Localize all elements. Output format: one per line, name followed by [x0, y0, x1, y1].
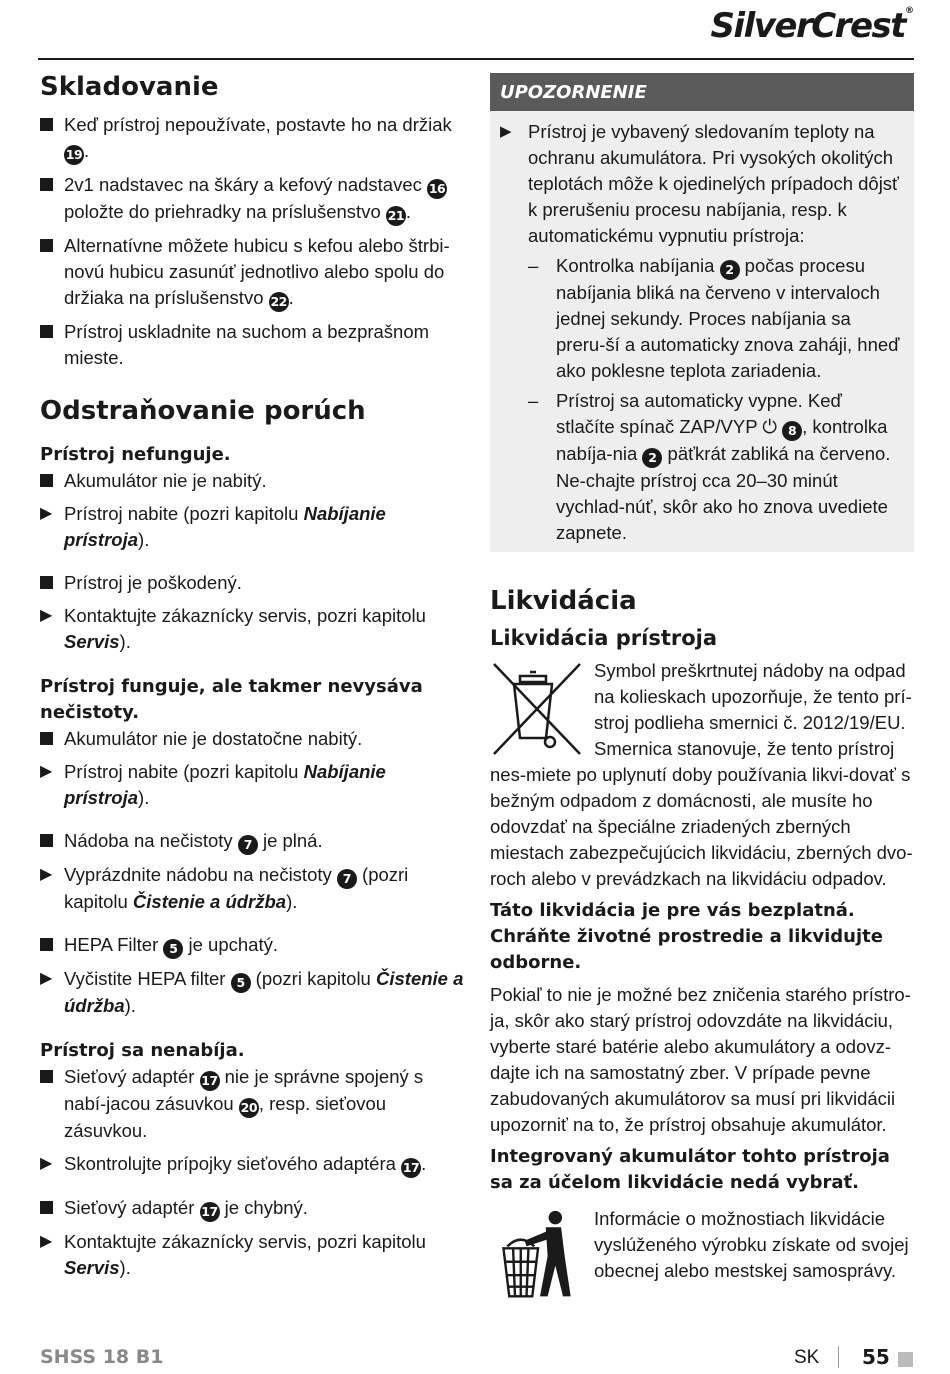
brand-logo: SilverCrest®: [710, 6, 914, 46]
model-number: SHSS 18 B1: [40, 1346, 164, 1368]
ref-number: 22: [269, 292, 289, 312]
ref-number: 19: [64, 145, 84, 165]
remedy-item: ▶ Skontrolujte prípojky sieťového adaptéra 17.: [40, 1151, 464, 1178]
ref-number: 21: [386, 206, 406, 226]
ref-number: 5: [163, 939, 183, 959]
warning-item: ▶ Prístroj je vybavený sledovaním teploty na ochranu akumulátora. Pri vysokých okolitých teplotách môže k ojedinelých prípadoch dôjsť k prerušeniu procesu nabíjania, resp. k automatickému vypnutiu prístroja:: [500, 121, 899, 246]
list-item: 2v1 nadstavec na škáry a kefový nadstavec 16 položte do priehradky na príslušenstvo 21.: [40, 172, 464, 226]
problem-heading: Prístroj sa nenabíja.: [40, 1040, 245, 1061]
list-item: Alternatívne môžete hubicu s kefou alebo štrbi-novú hubicu zasunúť jednotlivo alebo spolu do držiaka na príslušenstvo 22.: [40, 233, 464, 312]
bullet-square-icon: [40, 325, 53, 338]
footer-divider: [838, 1346, 839, 1368]
bullet-square-icon: [40, 576, 53, 589]
ref-number: 5: [231, 973, 251, 993]
header-rule: [38, 58, 914, 60]
power-symbol-icon: ⏻: [762, 416, 777, 437]
list-item: Keď prístroj nepoužívate, postavte ho na držiak 19.: [40, 112, 464, 165]
cause-item: Sieťový adaptér 17 je chybný.: [40, 1195, 464, 1222]
ref-number: 20: [239, 1098, 259, 1118]
dash-bullet: –: [528, 390, 539, 411]
left-column: [40, 70, 464, 1288]
storage-heading: Skladovanie: [40, 72, 219, 102]
bullet-square-icon: [40, 1070, 53, 1083]
arrow-bullet-icon: ▶: [40, 970, 53, 987]
problem-heading: Prístroj funguje, ale takmer nevysáva nečistoty.: [40, 676, 423, 723]
arrow-bullet-icon: ▶: [500, 123, 512, 140]
info-paragraph: Informácie o možnostiach likvidácie vyslúženého výrobku získate od svojej obecnej alebo mestskej samosprávy.: [490, 1206, 914, 1284]
warning-subitem: – Prístroj sa automaticky vypne. Keď stlačíte spínač ZAP/VYP ⏻ 8 , kontrolka nabíja-nia 2 päťkrát zabliká na červeno. Ne-chajte prístroj cca 20–30 minút vychlad-núť, skôr ako ho znova uvediete zapnete.: [528, 390, 891, 543]
ref-number: 17: [401, 1158, 421, 1178]
bullet-square-icon: [40, 239, 53, 252]
warning-label: UPOZORNENIE: [490, 73, 914, 111]
crossed-bin-icon: [490, 660, 588, 760]
warning-subitem: – Kontrolka nabíjania 2 počas procesu nabíjania bliká na červeno v intervaloch jednej sekundy. Proces nabíjania sa preru-ší a automaticky znova zaháji, hneď ako poklesne teplota zariadenia.: [528, 255, 900, 381]
cause-item: Prístroj je poškodený.: [40, 570, 464, 596]
remedy-item: ▶ Prístroj nabite (pozri kapitolu Nabíjanie prístroja).: [40, 503, 386, 550]
problem-heading: Prístroj nefunguje.: [40, 444, 231, 465]
disposal-heading: Likvidácia: [490, 586, 637, 616]
arrow-bullet-icon: ▶: [40, 1233, 53, 1250]
arrow-bullet-icon: ▶: [40, 1155, 53, 1172]
page-number: 55: [862, 1345, 890, 1369]
ref-number: 7: [238, 835, 258, 855]
footer-square-icon: [898, 1352, 913, 1367]
arrow-bullet-icon: ▶: [40, 607, 53, 624]
list-item: Prístroj uskladnite na suchom a bezprašnom mieste.: [40, 319, 464, 371]
ref-number: 8: [782, 421, 802, 441]
bullet-square-icon: [40, 474, 53, 487]
cause-item: HEPA Filter 5 je upchatý.: [40, 932, 464, 959]
cause-item: Akumulátor nie je dostatočne nabitý.: [40, 726, 464, 752]
disposal-paragraph: Symbol preškrtnutej nádoby na odpad na kolieskach upozorňuje, že tento prí-stroj podlieha smernici č. 2012/19/EU. Smernica stanovuje, že tento prístroj nes-miete po uplynutí doby používania likvi-dovať s bežným odpadom z domácnosti, ale musíte ho odovzdať na špeciálne zriadených zberných miestach zabezpečujúcich likvidáciu, zberných dvo-roch alebo v prevádzkach na likvidáciu odpadov.: [490, 660, 913, 889]
cause-item: Sieťový adaptér 17 nie je správne spojený s nabí-jacou zásuvkou 20, resp. sieťovou zásuvkou.: [40, 1064, 464, 1144]
ref-number: 2: [642, 448, 662, 468]
ref-number: 7: [337, 869, 357, 889]
bullet-square-icon: [40, 834, 53, 847]
remedy-item: ▶ Kontaktujte zákaznícky servis, pozri kapitolu Servis).: [40, 605, 426, 652]
ref-number: 17: [200, 1202, 220, 1222]
remedy-item: ▶ Vyprázdnite nádobu na nečistoty 7 (pozri kapitolu Čistenie a údržba).: [40, 864, 409, 912]
warning-box: [490, 111, 914, 552]
disposal-subheading: Likvidácia prístroja: [490, 626, 718, 650]
right-column: [490, 73, 914, 1304]
cause-item: Akumulátor nie je nabitý.: [40, 468, 464, 494]
arrow-bullet-icon: ▶: [40, 505, 53, 522]
ref-number: 16: [427, 179, 447, 199]
ref-number: 2: [720, 260, 740, 280]
recycle-person-bin-icon: [490, 1208, 588, 1304]
disposal-note-bold: Táto likvidácia je pre vás bezplatná. Chráňte životné prostredie a likvidujte odborne.: [490, 900, 883, 973]
arrow-bullet-icon: ▶: [40, 763, 53, 780]
bullet-square-icon: [40, 938, 53, 951]
battery-paragraph: Pokiaľ to nie je možné bez zničenia starého prístro-ja, skôr ako starý prístroj odovzdáte na likvidáciu, vyberte staré batérie alebo akumulátory a odovz-dajte ich na samostatný zber. V prípade pevne zabudovaných akumulátorov sa musí pri likvidácii upozorniť na to, že prístroj obsahuje akumulátor.: [490, 984, 911, 1135]
remedy-item: ▶ Prístroj nabite (pozri kapitolu Nabíjanie prístroja).: [40, 761, 386, 808]
arrow-bullet-icon: ▶: [40, 866, 53, 883]
ref-number: 17: [200, 1071, 220, 1091]
bullet-square-icon: [40, 1201, 53, 1214]
battery-note-bold: Integrovaný akumulátor tohto prístroja sa za účelom likvidácie nedá vybrať.: [490, 1146, 890, 1193]
remedy-item: ▶ Kontaktujte zákaznícky servis, pozri kapitolu Servis).: [40, 1231, 426, 1278]
remedy-item: ▶ Vyčistite HEPA filter 5 (pozri kapitolu Čistenie a údržba).: [40, 968, 464, 1016]
dash-bullet: –: [528, 255, 539, 276]
bullet-square-icon: [40, 118, 53, 131]
cause-item: Nádoba na nečistoty 7 je plná.: [40, 828, 464, 855]
bullet-square-icon: [40, 178, 53, 191]
language-code: SK: [794, 1347, 820, 1368]
troubleshooting-heading: Odstraňovanie porúch: [40, 396, 366, 426]
bullet-square-icon: [40, 732, 53, 745]
